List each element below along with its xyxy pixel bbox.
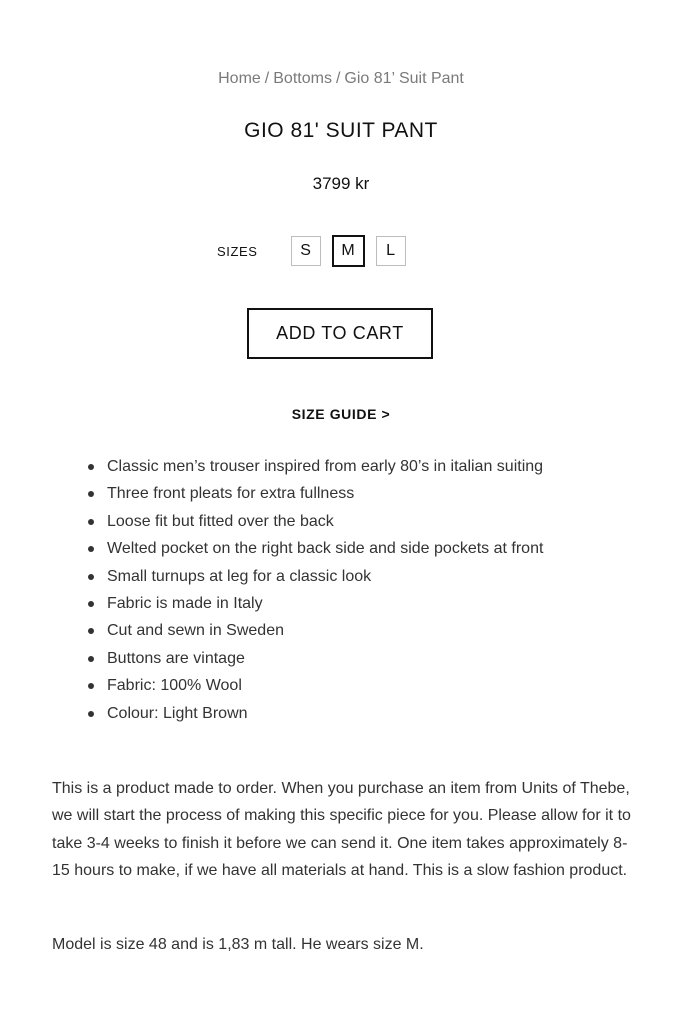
size-option-s[interactable]: S <box>291 236 321 266</box>
sizes-label: SIZES <box>217 243 258 259</box>
feature-text: Welted pocket on the right back side and side pockets at front <box>107 540 544 558</box>
size-option-l[interactable]: L <box>376 236 406 266</box>
model-size-note: Model is size 48 and is 1,83 m tall. He wears size M. <box>52 936 424 953</box>
feature-item <box>88 672 543 699</box>
bullet-icon <box>88 601 94 607</box>
feature-item <box>88 645 543 672</box>
feature-item <box>88 535 543 562</box>
product-price: 3799 kr <box>312 174 370 193</box>
bullet-icon <box>88 519 94 525</box>
breadcrumb <box>0 68 682 90</box>
size-selector <box>217 235 417 267</box>
breadcrumb-home-link[interactable]: Home <box>218 70 261 87</box>
add-to-cart-button[interactable]: ADD TO CART <box>247 308 433 359</box>
bullet-icon <box>88 546 94 552</box>
breadcrumb-separator: / <box>335 70 341 87</box>
bullet-icon <box>88 574 94 580</box>
feature-text: Loose fit but fitted over the back <box>107 512 334 530</box>
feature-text: Classic men’s trouser inspired from early 80’s in italian suiting <box>107 458 544 475</box>
bullet-icon <box>88 656 94 662</box>
feature-text: Cut and sewn in Sweden <box>107 622 284 640</box>
feature-text: Fabric: 100% Wool <box>107 677 242 695</box>
feature-text: Colour: Light Brown <box>107 704 248 722</box>
size-option-m[interactable]: M <box>332 235 365 267</box>
feature-text: Fabric is made in Italy <box>107 595 263 613</box>
bullet-icon <box>88 683 94 689</box>
feature-item <box>88 563 543 590</box>
breadcrumb-current: Gio 81’ Suit Pant <box>344 70 464 87</box>
feature-text: Three front pleats for extra fullness <box>107 485 355 503</box>
breadcrumb-bottoms-link[interactable]: Bottoms <box>273 70 332 87</box>
product-description: This is a product made to order. When you purchase an item from Units of Thebe, we will start the process of making this specific piece for you. Please allow for it to take 3-4 weeks to finish it before we can send it. One item takes approximately 8-15 hours to make, if we have all materials at hand. This is a slow fashion product. <box>52 780 631 879</box>
size-guide-link[interactable]: SIZE GUIDE > <box>291 406 391 422</box>
bullet-icon <box>88 464 94 470</box>
bullet-icon <box>88 491 94 497</box>
feature-text: Buttons are vintage <box>107 649 245 667</box>
product-features-list <box>88 453 543 727</box>
bullet-icon <box>88 711 94 717</box>
product-title: GIO 81' SUIT PANT <box>244 119 438 142</box>
bullet-icon <box>88 628 94 634</box>
breadcrumb-separator: / <box>264 70 270 87</box>
feature-text: Small turnups at leg for a classic look <box>107 567 372 585</box>
feature-item <box>88 700 543 727</box>
feature-item <box>88 453 543 480</box>
feature-item <box>88 480 543 507</box>
feature-item <box>88 508 543 535</box>
feature-item <box>88 590 543 617</box>
feature-item <box>88 617 543 644</box>
